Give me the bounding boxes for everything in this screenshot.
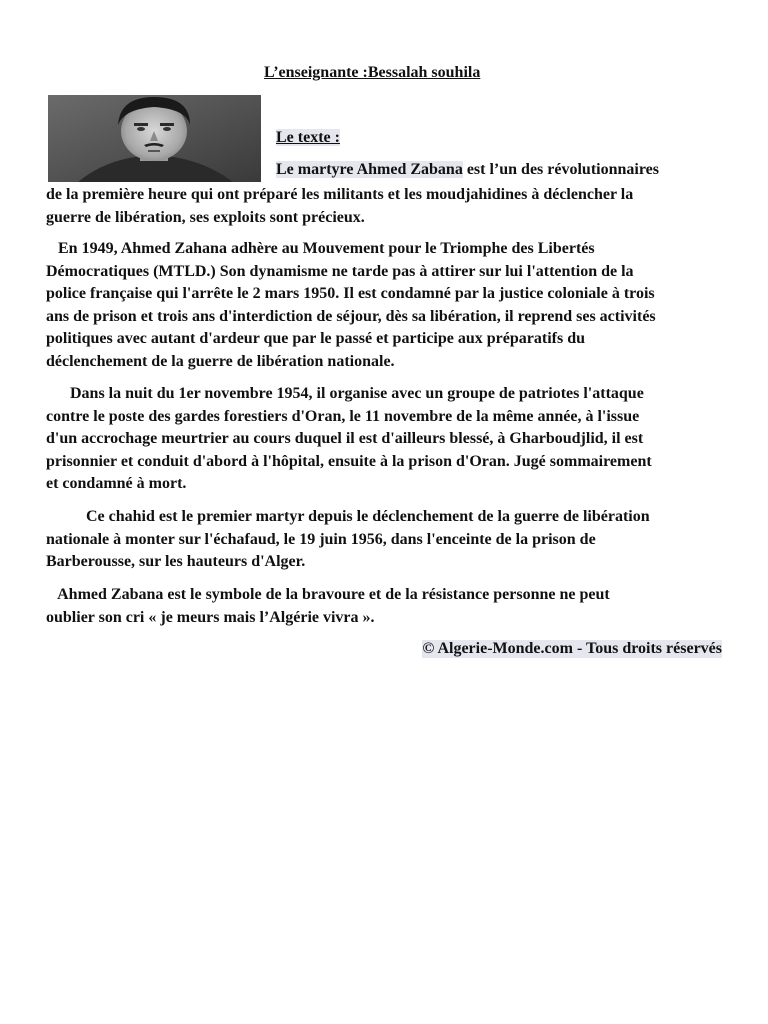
portrait-photo [48,95,261,182]
paragraph-1-first-line-rest: est l’un des révolutionnaires [462,161,659,178]
paragraph-line: Ce chahid est le premier martyr depuis le déclenchement de la guerre de libération [46,508,650,525]
paragraph-line: ans de prison et trois ans d'interdiction de séjour, dès sa libération, il reprend ses activités [46,307,656,325]
paragraph-line: déclenchement de la guerre de libération nationale. [46,352,395,370]
paragraph-line: de la première heure qui ont préparé les militants et les moudjahidines à déclencher la [46,186,634,203]
teacher-name-header: L’enseignante :Bessalah souhila [264,64,481,81]
paragraph-1 [46,184,726,229]
paragraph-line: contre le poste des gardes forestiers d'Oran, le 11 novembre de la même année, à l'issue [46,407,640,425]
paragraph-line: et condamné à mort. [46,475,187,493]
paragraph-line: d'un accrochage meurtrier au cours duquel il est d'ailleurs blessé, à Gharboudjlid, il est [46,430,644,448]
copyright-notice: © Algerie-Monde.com - Tous droits réservés [422,640,722,657]
paragraph-line: En 1949, Ahmed Zahana adhère au Mouvement pour le Triomphe des Libertés [46,240,595,257]
paragraph-line: guerre de libération, ses exploits sont précieux. [46,208,365,226]
paragraph-line: police française qui l'arrête le 2 mars 1950. Il est condamné par la justice coloniale à trois [46,285,655,303]
portrait-image [48,95,261,182]
paragraph-line: Démocratiques (MTLD.) Son dynamisme ne tarde pas à attirer sur lui l'attention de la [46,262,634,280]
paragraph-line: oublier son cri « je meurs mais l’Algérie vivra ». [46,608,375,626]
section-heading [276,129,340,147]
paragraph-line: nationale à monter sur l'échafaud, le 19 juin 1956, dans l'enceinte de la prison de [46,530,596,548]
paragraph-line: prisonnier et conduit d'abord à l'hôpital, ensuite à la prison d'Oran. Jugé sommairement [46,452,652,470]
highlighted-name: Le martyre Ahmed Zabana [276,161,463,178]
paragraph-3 [46,383,726,496]
paragraph-2 [46,238,726,374]
paragraph-4 [46,506,726,574]
paragraph-line: politiques avec autant d'ardeur que par le passé et participe aux préparatifs du [46,330,585,348]
paragraph-5 [46,584,726,629]
paragraph-line: Barberousse, sur les hauteurs d'Alger. [46,553,306,571]
section-heading-text: Le texte : [276,129,340,146]
paragraph-line: Dans la nuit du 1er novembre 1954, il organise avec un groupe de patriotes l'attaque [46,385,644,402]
paragraph-1-first-line [276,161,659,179]
paragraph-line: Ahmed Zabana est le symbole de la bravoure et de la résistance personne ne peut [46,586,610,603]
